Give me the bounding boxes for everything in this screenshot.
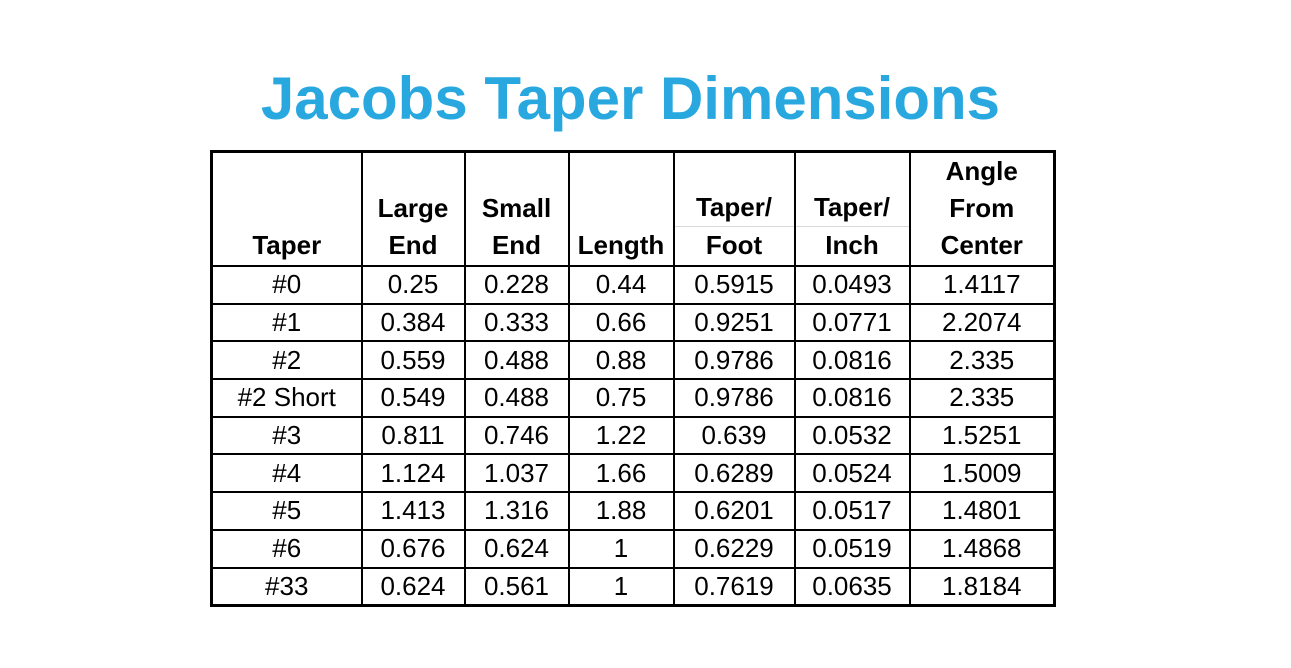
- table-cell: 1.413: [362, 492, 465, 530]
- taper-dimensions-table-wrap: [210, 150, 1056, 607]
- table-cell: 0.624: [362, 568, 465, 606]
- table-cell: 0.66: [569, 304, 674, 342]
- table-cell: 0.6201: [674, 492, 795, 530]
- table-cell: 0.9786: [674, 341, 795, 379]
- table-cell: 0.7619: [674, 568, 795, 606]
- table-cell: 1.4117: [910, 266, 1055, 304]
- table-cell: 0.0816: [795, 379, 910, 417]
- page-title: Jacobs Taper Dimensions: [260, 65, 1001, 133]
- table-cell: 2.335: [910, 341, 1055, 379]
- table-cell: 0.0771: [795, 304, 910, 342]
- table-cell: 0.639: [674, 417, 795, 455]
- header-label: Small: [481, 193, 552, 223]
- table-cell: 0.0517: [795, 492, 910, 530]
- table-row: [212, 492, 1055, 530]
- table-cell: 0.25: [362, 266, 465, 304]
- table-cell: 1.22: [569, 417, 674, 455]
- table-row: [212, 454, 1055, 492]
- header-label: Inch: [825, 230, 879, 260]
- header-label: Angle: [945, 156, 1018, 186]
- table-cell: #0: [212, 266, 362, 304]
- table-cell: 0.384: [362, 304, 465, 342]
- header-label: End: [388, 230, 438, 260]
- table-cell: 1.124: [362, 454, 465, 492]
- table-cell: 0.6289: [674, 454, 795, 492]
- table-cell: 0.5915: [674, 266, 795, 304]
- column-header-taper: [212, 152, 362, 267]
- table-cell: 0.75: [569, 379, 674, 417]
- table-row: [212, 379, 1055, 417]
- table-row: [212, 417, 1055, 455]
- table-cell: 0.44: [569, 266, 674, 304]
- table-cell: 1.5009: [910, 454, 1055, 492]
- table-body: [212, 266, 1055, 605]
- table-cell: 0.746: [465, 417, 569, 455]
- table-cell: 0.0524: [795, 454, 910, 492]
- header-label: Taper: [252, 230, 322, 260]
- table-cell: 1.66: [569, 454, 674, 492]
- header-row: [212, 152, 1055, 267]
- table-cell: 0.0532: [795, 417, 910, 455]
- column-header-angle-from-center: [910, 152, 1055, 267]
- table-cell: #4: [212, 454, 362, 492]
- column-header-length: [569, 152, 674, 267]
- header-label: Foot: [705, 230, 763, 260]
- table-cell: 0.624: [465, 530, 569, 568]
- table-cell: 1: [569, 530, 674, 568]
- header-label: From: [949, 193, 1015, 223]
- header-label: Large: [377, 193, 449, 223]
- table-cell: 0.488: [465, 341, 569, 379]
- table-cell: 1.316: [465, 492, 569, 530]
- table-cell: 0.488: [465, 379, 569, 417]
- table-cell: #1: [212, 304, 362, 342]
- table-cell: 0.9251: [674, 304, 795, 342]
- table-cell: 0.0816: [795, 341, 910, 379]
- table-cell: #2 Short: [212, 379, 362, 417]
- table-cell: 0.9786: [674, 379, 795, 417]
- table-cell: 1.88: [569, 492, 674, 530]
- table-cell: 0.6229: [674, 530, 795, 568]
- table-cell: #3: [212, 417, 362, 455]
- header-label: Length: [577, 230, 665, 260]
- table-cell: 0.549: [362, 379, 465, 417]
- column-header-taper-foot: [674, 152, 795, 267]
- column-header-taper-inch: [795, 152, 910, 267]
- table-cell: #33: [212, 568, 362, 606]
- header-label: End: [491, 230, 542, 260]
- table-row: [212, 568, 1055, 606]
- table-cell: 1.4868: [910, 530, 1055, 568]
- table-cell: 0.0519: [795, 530, 910, 568]
- table-cell: 0.811: [362, 417, 465, 455]
- table-cell: #2: [212, 341, 362, 379]
- table-cell: 0.0635: [795, 568, 910, 606]
- table-row: [212, 266, 1055, 304]
- table-cell: 1.5251: [910, 417, 1055, 455]
- header-label: Taper/: [796, 189, 909, 227]
- table-cell: 2.2074: [910, 304, 1055, 342]
- header-label: Center: [940, 230, 1023, 260]
- table-cell: #5: [212, 492, 362, 530]
- table-cell: 2.335: [910, 379, 1055, 417]
- table-cell: 1.8184: [910, 568, 1055, 606]
- table-row: [212, 304, 1055, 342]
- table-cell: 0.561: [465, 568, 569, 606]
- column-header-large-end: [362, 152, 465, 267]
- table-cell: 0.676: [362, 530, 465, 568]
- column-header-small-end: [465, 152, 569, 267]
- table-cell: #6: [212, 530, 362, 568]
- table-cell: 0.559: [362, 341, 465, 379]
- table-cell: 1: [569, 568, 674, 606]
- table-header: [212, 152, 1055, 267]
- table-cell: 1.4801: [910, 492, 1055, 530]
- table-cell: 1.037: [465, 454, 569, 492]
- table-cell: 0.228: [465, 266, 569, 304]
- table-row: [212, 341, 1055, 379]
- table-row: [212, 530, 1055, 568]
- table-cell: 0.333: [465, 304, 569, 342]
- table-cell: 0.88: [569, 341, 674, 379]
- header-label: Taper/: [675, 189, 794, 227]
- table-cell: 0.0493: [795, 266, 910, 304]
- taper-dimensions-table: [210, 150, 1056, 607]
